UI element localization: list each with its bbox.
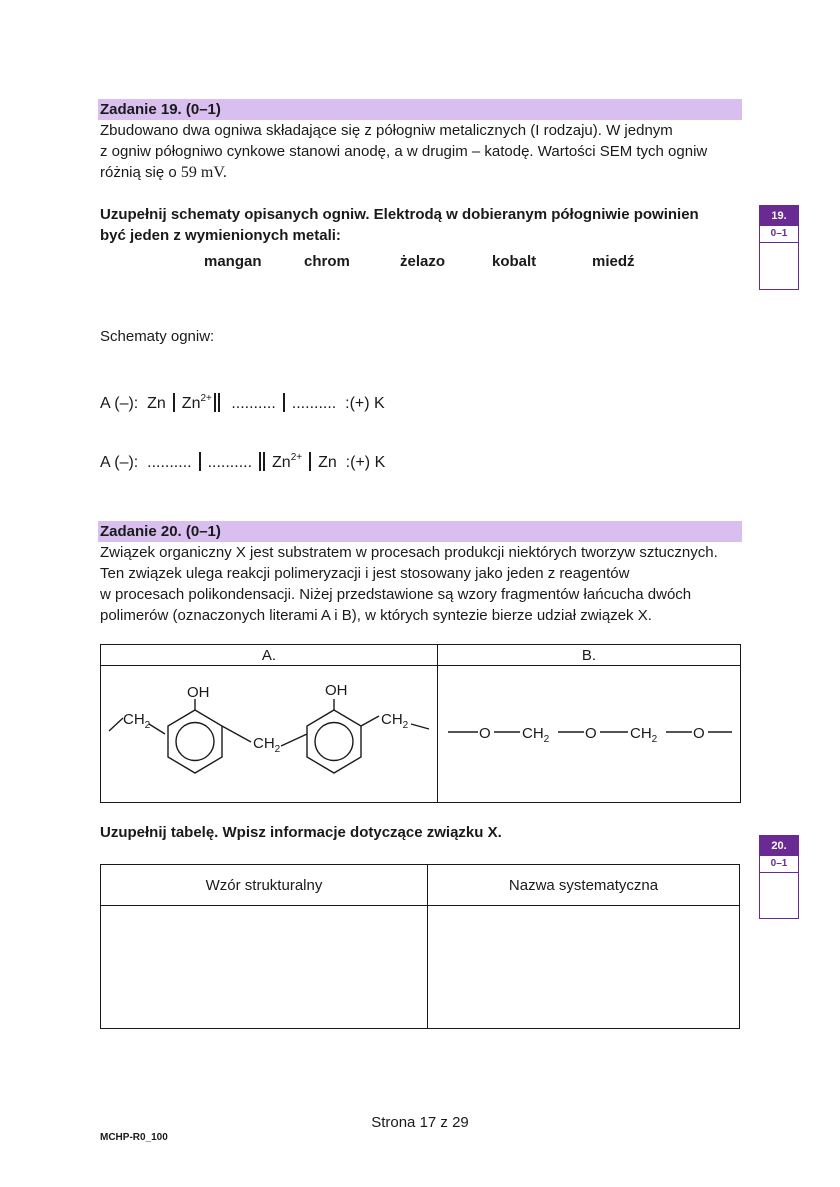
page-number: Strona 17 z 29	[371, 1114, 469, 1131]
answer-col-structural-formula: Wzór strukturalny	[101, 865, 428, 906]
answer-cell-systematic-name[interactable]	[428, 906, 740, 1029]
score-box-19-range: 0–1	[760, 226, 798, 243]
task-20-intro	[100, 542, 770, 626]
metal-option-mangan: mangan	[204, 253, 262, 270]
scheme-1-cathode: :(+) K	[345, 395, 385, 412]
scheme-2-zn-ion: Zn	[272, 454, 291, 471]
polymer-a-cell	[101, 666, 438, 803]
polymer-a-ch2-3: $CH_2$	[381, 711, 409, 731]
polymer-fragments-table	[100, 644, 741, 803]
metal-option-miedz: miedź	[592, 253, 635, 270]
task-20-intro-line-3: w procesach polikondensacji. Niżej przedstawione są wzory fragmentów łańcucha dwóch	[100, 586, 692, 603]
metal-option-kobalt: kobalt	[492, 253, 537, 270]
task-20-intro-line-1: Związek organiczny X jest substratem w procesach produkcji niektórych tworzyw sztucznych.	[100, 544, 718, 561]
score-box-20-number: 20.	[760, 836, 798, 856]
scheme-2-anode: A (–):	[100, 454, 139, 471]
cell-scheme-2	[100, 452, 385, 472]
scheme-2-blank-1: ..........	[147, 454, 192, 471]
task-19-instruction-line-1: Uzupełnij schematy opisanych ogniw. Elektrodą w dobieranym półogniwie powinien	[100, 206, 699, 223]
answer-col-systematic-name: Nazwa systematyczna	[428, 865, 740, 906]
phase-boundary-icon	[309, 452, 311, 471]
polymer-b-ch2-2: $CH_2$	[630, 725, 658, 745]
scheme-1-zn-electrode: Zn	[147, 395, 166, 412]
polymer-b-o-3: O	[693, 725, 705, 742]
polymer-b-o-1: O	[479, 725, 491, 742]
scheme-2-zn-electrode: Zn	[318, 454, 337, 471]
score-box-19	[759, 205, 799, 290]
task-19-instruction-line-2: być jeden z wymienionych metali:	[100, 227, 341, 244]
scheme-2-cathode: :(+) K	[345, 454, 386, 471]
task-20-instruction: Uzupełnij tabelę. Wpisz informacje dotyczące związku X.	[100, 824, 502, 841]
task-19-intro-line-3	[100, 162, 760, 183]
scheme-1-charge: 2+	[200, 393, 212, 404]
polymer-a-structure	[101, 666, 437, 802]
answer-cell-structural-formula[interactable]	[101, 906, 428, 1029]
answer-table	[100, 864, 740, 1029]
score-box-20	[759, 835, 799, 919]
task-19-intro-line-2: z ogniw półogniwo cynkowe stanowi anodę, a w drugim – katodę. Wartości SEM tych ogniw	[100, 143, 708, 160]
scheme-1-zn-ion: Zn	[181, 395, 201, 412]
polymer-a-oh-2: OH	[325, 682, 348, 699]
exam-code: MCHP-R0_100	[100, 1132, 168, 1143]
table-header-b: B.	[438, 645, 741, 666]
score-box-20-range: 0–1	[760, 856, 798, 873]
scheme-2-blank-2: ..........	[207, 454, 253, 471]
phase-boundary-icon	[173, 393, 175, 412]
score-box-19-number: 19.	[760, 206, 798, 226]
metal-option-chrom: chrom	[304, 253, 350, 270]
scheme-1-blank-2: ..........	[291, 395, 337, 412]
task-19-instruction	[100, 204, 760, 246]
polymer-b-ch2-1: $CH_2$	[522, 725, 550, 745]
task-20-header: Zadanie 20. (0–1)	[98, 521, 742, 542]
task-19-intro-line-1: Zbudowano dwa ogniwa składające się z półogniw metalicznych (I rodzaju). W jednym	[100, 122, 673, 139]
metal-option-zelazo: żelazo	[400, 253, 446, 270]
polymer-a-ch2-2: $CH_2$	[253, 735, 281, 755]
polymer-a-oh-1: OH	[187, 684, 210, 701]
polymer-b-structure	[438, 666, 740, 802]
salt-bridge-icon	[259, 452, 265, 471]
task-20-intro-line-4: polimerów (oznaczonych literami A i B), w których syntezie bierze udział związek X.	[100, 607, 652, 624]
salt-bridge-icon	[214, 393, 220, 412]
task-19-intro	[100, 120, 760, 183]
polymer-b-cell	[438, 666, 741, 803]
cell-scheme-1	[100, 393, 385, 413]
phase-boundary-icon	[199, 452, 201, 471]
task-19-intro-line-3-prefix: różnią się o	[100, 164, 177, 181]
scheme-1-blank-1: ..........	[231, 395, 276, 412]
schemes-label: Schematy ogniw:	[100, 328, 215, 345]
scheme-2-charge: 2+	[290, 452, 303, 463]
table-header-a: A.	[101, 645, 438, 666]
phase-boundary-icon	[283, 393, 285, 412]
polymer-a-ch2-1: $CH_2$	[123, 711, 151, 731]
scheme-1-anode: A (–):	[100, 395, 139, 412]
task-19-header: Zadanie 19. (0–1)	[98, 99, 742, 120]
task-20-intro-line-2: Ten związek ulega reakcji polimeryzacji i jest stosowany jako jeden z reagentów	[100, 565, 630, 582]
sem-difference-value: 59 mV.	[180, 164, 227, 181]
polymer-b-o-2: O	[585, 725, 597, 742]
